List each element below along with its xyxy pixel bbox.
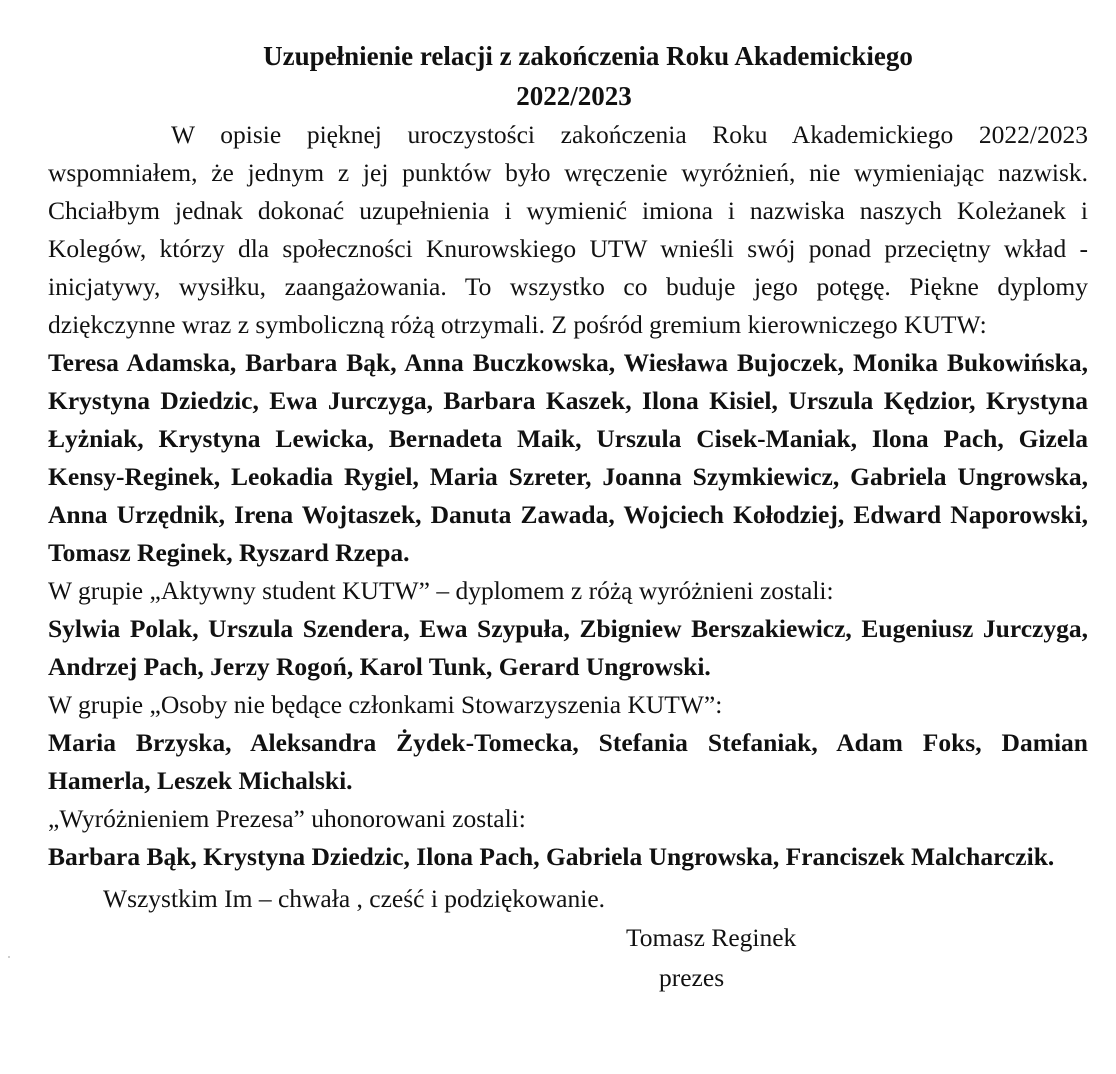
president-award-heading: „Wyróżnieniem Prezesa” uhonorowani zostali: xyxy=(48,804,526,833)
document-title: Uzupełnienie relacji z zakończenia Roku Akademickiego xyxy=(263,41,913,71)
signature-role: prezes xyxy=(659,963,725,992)
signature-block xyxy=(626,918,1088,998)
closing-thanks: Wszystkim Im – chwała , cześć i podziękowanie. xyxy=(103,884,606,913)
active-student-awardees-list: Sylwia Polak, Urszula Szendera, Ewa Szypuła, Zbigniew Berszakiewicz, Eugeniusz Jurczyga, Andrzej Pach, Jerzy Rogoń, Karol Tunk, Gerard Ungrowski. xyxy=(48,614,1088,681)
non-member-group-heading: W grupie „Osoby nie będące członkami Stowarzyszenia KUTW”: xyxy=(48,690,723,719)
document-page xyxy=(48,28,1088,998)
signature-name: Tomasz Reginek xyxy=(626,923,797,952)
active-student-group-heading: W grupie „Aktywny student KUTW” – dyplomem z różą wyróżnieni zostali: xyxy=(48,576,834,605)
president-awardees-list: Barbara Bąk, Krystyna Dziedzic, Ilona Pach, Gabriela Ungrowska, Franciszek Malcharczik. xyxy=(48,842,1055,871)
scan-speck xyxy=(8,956,10,958)
non-member-awardees-list: Maria Brzyska, Aleksandra Żydek-Tomecka, Stefania Stefaniak, Adam Foks, Damian Hamerla, Leszek Michalski. xyxy=(48,728,1088,795)
intro-paragraph: W opisie pięknej uroczystości zakończenia Roku Akademickiego 2022/2023 wspomniałem, że jednym z jej punktów było wręczenie wyróżnień, nie wymieniając nazwisk. Chciałbym jednak dokonać uzupełnienia i wymienić imiona i nazwiska naszych Koleżanek i Kolegów, którzy dla społeczności Knurowskiego UTW wnieśli swój ponad przeciętny wkład - inicjatywy, wysiłku, zaangażowania. To wszystko co buduje jego potęgę. Piękne dyplomy dziękczynne wraz z symboliczną różą otrzymali. Z pośród gremium kierowniczego KUTW: xyxy=(48,120,1088,339)
document-title-year: 2022/2023 xyxy=(516,81,632,111)
management-awardees-list: Teresa Adamska, Barbara Bąk, Anna Buczkowska, Wiesława Bujoczek, Monika Bukowińska, Krystyna Dziedzic, Ewa Jurczyga, Barbara Kaszek, Ilona Kisiel, Urszula Kędzior, Krystyna Łyżniak, Krystyna Lewicka, Bernadeta Maik, Urszula Cisek-Maniak, Ilona Pach, Gizela Kensy-Reginek, Leokadia Rygiel, Maria Szreter, Joanna Szymkiewicz, Gabriela Ungrowska, Anna Urzędnik, Irena Wojtaszek, Danuta Zawada, Wojciech Kołodziej, Edward Naporowski, Tomasz Reginek, Ryszard Rzepa. xyxy=(48,348,1088,567)
